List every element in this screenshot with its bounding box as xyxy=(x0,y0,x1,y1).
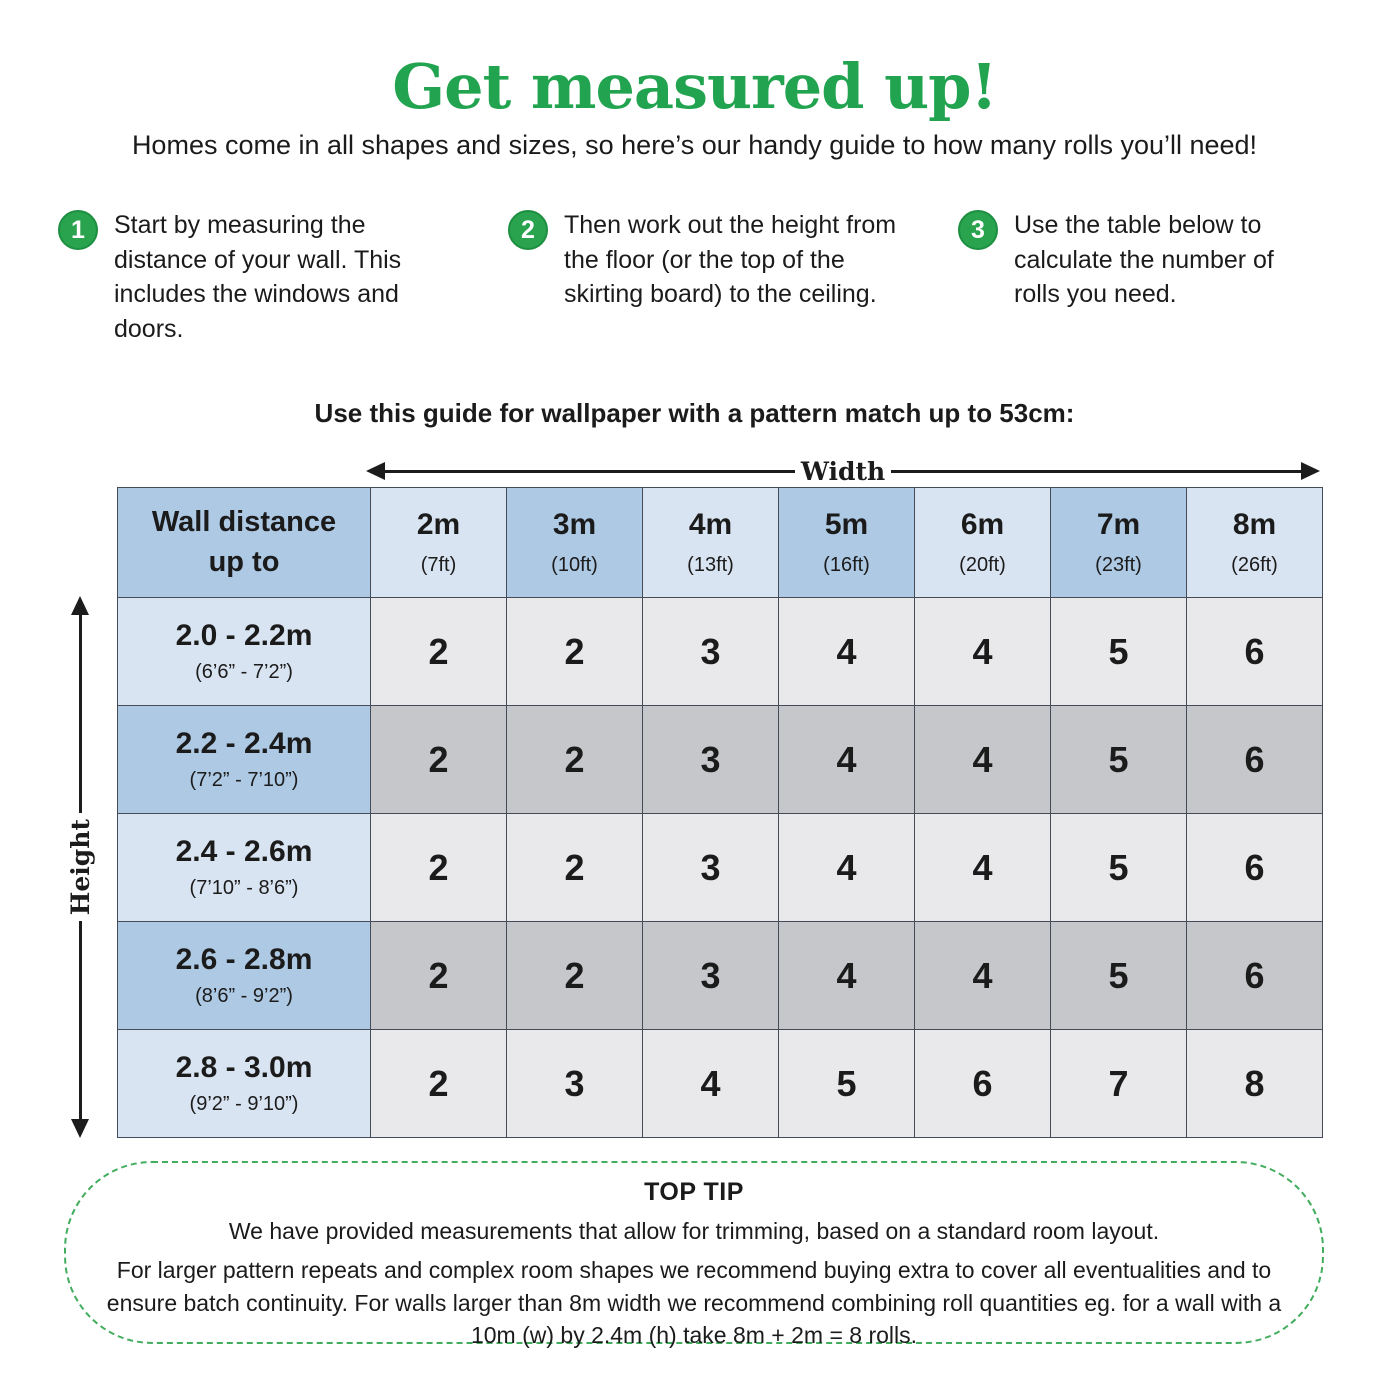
table-value-cell: 5 xyxy=(1051,706,1187,814)
table-value-cell: 8 xyxy=(1187,1030,1323,1138)
column-header-6m xyxy=(915,488,1051,598)
row-range: 2.0 - 2.2m xyxy=(175,619,313,652)
top-tip-line-2: For larger pattern repeats and complex room shapes we recommend buying extra to cover all eventualities and to ensure batch continuity. For walls larger than 8m width we recommend combining roll quantities eg. for a wall with a 10m (w) by 2.4m (h) take 8m + 2m = 8 rolls. xyxy=(106,1257,1282,1349)
table-value-cell: 2 xyxy=(507,598,643,706)
table-value-cell: 4 xyxy=(915,814,1051,922)
width-arrow-line xyxy=(891,470,1301,473)
row-range: 2.4 - 2.6m xyxy=(175,835,313,868)
step-3 xyxy=(958,208,1348,346)
page-subtitle: Homes come in all shapes and sizes, so here’s our handy guide to how many rolls you’ll need! xyxy=(131,130,1258,160)
table-value-cell: 3 xyxy=(643,706,779,814)
height-arrow-line xyxy=(79,615,82,813)
column-header-ft: (23ft) xyxy=(1095,554,1142,576)
row-range-ft: (8’6” - 9’2”) xyxy=(195,985,293,1007)
table-value-cell: 6 xyxy=(1187,598,1323,706)
table-value-cell: 4 xyxy=(779,922,915,1030)
column-header-ft: (13ft) xyxy=(687,554,734,576)
column-header-m: 5m xyxy=(824,508,869,541)
column-header-ft: (10ft) xyxy=(551,554,598,576)
column-header-m: 3m xyxy=(552,508,597,541)
table-value-cell: 2 xyxy=(507,922,643,1030)
row-header-2.2-2.4m xyxy=(118,706,371,814)
table-corner-header xyxy=(118,488,371,598)
arrow-up-icon xyxy=(71,596,89,615)
column-header-m: 4m xyxy=(688,508,733,541)
step-3-number-badge: 3 xyxy=(958,210,998,250)
row-range-ft: (7’10” - 8’6”) xyxy=(189,877,299,899)
row-range-ft: (7’2” - 7’10”) xyxy=(189,769,299,791)
step-2-number-badge: 2 xyxy=(508,210,548,250)
height-axis-arrow xyxy=(62,596,98,1138)
height-arrow-line xyxy=(79,921,82,1119)
table-value-cell: 3 xyxy=(643,922,779,1030)
column-header-m: 8m xyxy=(1232,508,1277,541)
table-value-cell: 2 xyxy=(371,598,507,706)
row-range: 2.8 - 3.0m xyxy=(175,1051,313,1084)
top-tip-title: TOP TIP xyxy=(644,1178,744,1206)
row-range: 2.6 - 2.8m xyxy=(175,943,313,976)
page-title: Get measured up! xyxy=(392,50,997,123)
arrow-right-icon xyxy=(1301,462,1320,480)
column-header-m: 6m xyxy=(960,508,1005,541)
table-value-cell: 6 xyxy=(1187,706,1323,814)
table-value-cell: 2 xyxy=(507,814,643,922)
top-tip-line-1: We have provided measurements that allow for trimming, based on a standard room layout. xyxy=(228,1218,1160,1244)
column-header-8m xyxy=(1187,488,1323,598)
width-axis-arrow xyxy=(366,457,1320,485)
table-value-cell: 2 xyxy=(371,922,507,1030)
step-1-number-badge: 1 xyxy=(58,210,98,250)
table-value-cell: 2 xyxy=(371,706,507,814)
step-1-text: Start by measuring the distance of your wall. This includes the windows and doors. xyxy=(114,211,402,343)
table-value-cell: 5 xyxy=(1051,814,1187,922)
table-value-cell: 4 xyxy=(779,814,915,922)
table-value-cell: 6 xyxy=(915,1030,1051,1138)
corner-header-line2: up to xyxy=(208,545,280,578)
row-range-ft: (6’6” - 7’2”) xyxy=(195,661,293,683)
row-header-2.4-2.6m xyxy=(118,814,371,922)
table-value-cell: 3 xyxy=(643,598,779,706)
width-axis-label: Width xyxy=(800,456,886,486)
column-header-ft: (7ft) xyxy=(420,554,457,576)
step-2 xyxy=(508,208,958,346)
rolls-table xyxy=(117,487,1323,1138)
height-axis-label: Height xyxy=(65,818,95,916)
step-1 xyxy=(58,208,508,346)
table-value-cell: 5 xyxy=(1051,598,1187,706)
table-value-cell: 4 xyxy=(779,598,915,706)
table-value-cell: 5 xyxy=(1051,922,1187,1030)
guide-heading: Use this guide for wallpaper with a pattern match up to 53cm: xyxy=(314,398,1075,428)
row-range-ft: (9’2” - 9’10”) xyxy=(189,1093,299,1115)
table-value-cell: 4 xyxy=(915,922,1051,1030)
table-value-cell: 7 xyxy=(1051,1030,1187,1138)
table-value-cell: 5 xyxy=(779,1030,915,1138)
table-value-cell: 6 xyxy=(1187,922,1323,1030)
column-header-7m xyxy=(1051,488,1187,598)
step-2-text: Then work out the height from the floor (or the top of the skirting board) to the ceiling. xyxy=(564,211,897,308)
table-value-cell: 2 xyxy=(371,1030,507,1138)
column-header-5m xyxy=(779,488,915,598)
table-value-cell: 4 xyxy=(915,598,1051,706)
table-value-cell: 4 xyxy=(915,706,1051,814)
column-header-m: 2m xyxy=(416,508,461,541)
column-header-ft: (16ft) xyxy=(823,554,870,576)
row-range: 2.2 - 2.4m xyxy=(175,727,313,760)
column-header-ft: (26ft) xyxy=(1231,554,1278,576)
row-header-2.8-3.0m xyxy=(118,1030,371,1138)
table-value-cell: 3 xyxy=(643,814,779,922)
arrow-left-icon xyxy=(366,462,385,480)
top-tip-box xyxy=(64,1161,1324,1349)
column-header-ft: (20ft) xyxy=(959,554,1006,576)
column-header-2m xyxy=(371,488,507,598)
table-value-cell: 4 xyxy=(643,1030,779,1138)
arrow-down-icon xyxy=(71,1119,89,1138)
column-header-4m xyxy=(643,488,779,598)
steps-row xyxy=(58,208,1358,346)
table-value-cell: 2 xyxy=(507,706,643,814)
width-arrow-line xyxy=(385,470,795,473)
row-header-2.6-2.8m xyxy=(118,922,371,1030)
table-value-cell: 6 xyxy=(1187,814,1323,922)
corner-header-line1: Wall distance xyxy=(151,506,337,539)
table-value-cell: 2 xyxy=(371,814,507,922)
table-value-cell: 3 xyxy=(507,1030,643,1138)
step-3-text: Use the table below to calculate the number of rolls you need. xyxy=(1014,211,1274,308)
column-header-m: 7m xyxy=(1096,508,1141,541)
column-header-3m xyxy=(507,488,643,598)
table-value-cell: 4 xyxy=(779,706,915,814)
row-header-2.0-2.2m xyxy=(118,598,371,706)
